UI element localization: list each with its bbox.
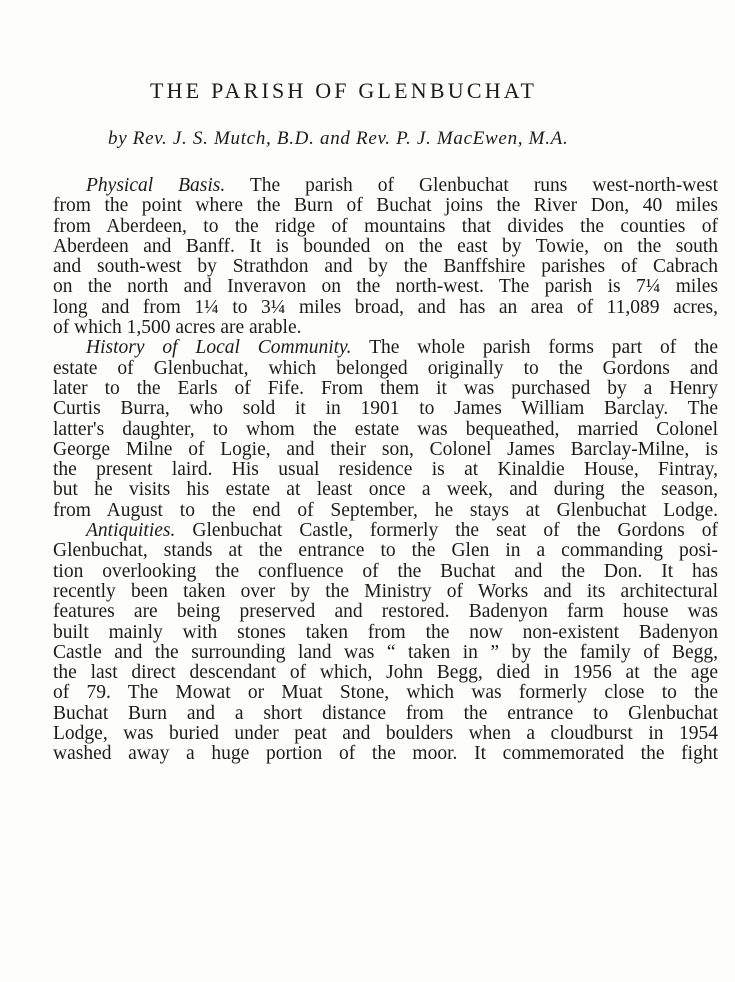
section-heading: Antiquities.	[86, 520, 176, 542]
body-text	[53, 176, 721, 765]
section-heading: Physical Basis.	[86, 175, 226, 196]
paragraph-physical-basis	[53, 176, 721, 338]
text-line: features are being preserved and restored. Badenyon farm house was	[53, 601, 718, 623]
text-line: the last direct descendant of which, John Begg, died in 1956 at the age	[53, 662, 718, 684]
text-line: later to the Earls of Fife. From them it was purchased by a Henry	[53, 377, 718, 399]
text-line: Curtis Burra, who sold it in 1901 to James William Barclay. The	[53, 398, 718, 420]
text-line: Glenbuchat, stands at the entrance to the Glen in a commanding posi-	[53, 540, 718, 562]
text-line: Physical Basis. The parish of Glenbuchat runs west-north-west	[86, 175, 718, 196]
text-line: Castle and the surrounding land was “ taken in ” by the family of Begg,	[53, 641, 718, 663]
author-byline: by Rev. J. S. Mutch, B.D. and Rev. P. J. MacEwen, M.A.	[108, 128, 569, 149]
text-line: of which 1,500 acres are arable.	[53, 317, 302, 339]
paragraph-history	[53, 338, 721, 521]
page-title: THE PARISH OF GLENBUCHAT	[150, 78, 538, 103]
text-line: washed away a huge portion of the moor. It commemorated the fight	[53, 743, 718, 765]
text-line: the present laird. His usual residence is at Kinaldie House, Fintray,	[53, 459, 718, 481]
text-line: but he visits his estate at least once a week, and during the season,	[53, 479, 718, 501]
paragraph-antiquities	[53, 521, 721, 765]
text-line: George Milne of Logie, and their son, Colonel James Barclay-Milne, is	[53, 438, 718, 460]
text-line: Antiquities. Glenbuchat Castle, formerly the seat of the Gordons of	[86, 520, 718, 542]
text-line: built mainly with stones taken from the now non-existent Badenyon	[53, 621, 718, 643]
text-line: on the north and Inveravon on the north-west. The parish is 7¼ miles	[53, 276, 718, 298]
section-heading: History of Local Community.	[86, 337, 352, 359]
text-line: recently been taken over by the Ministry of Works and its architectural	[53, 580, 718, 602]
text-line: and south-west by Strathdon and by the Banffshire parishes of Cabrach	[53, 256, 718, 278]
text-line: Lodge, was buried under peat and boulders when a cloudburst in 1954	[53, 723, 718, 745]
text-line: from the point where the Burn of Buchat joins the River Don, 40 miles	[53, 195, 718, 217]
text-line: Aberdeen and Banff. It is bounded on the east by Towie, on the south	[53, 235, 718, 257]
text-line: estate of Glenbuchat, which belonged originally to the Gordons and	[53, 357, 718, 379]
text-line: from August to the end of September, he stays at Glenbuchat Lodge.	[53, 499, 718, 521]
text-line: latter's daughter, to whom the estate was bequeathed, married Colonel	[53, 418, 718, 440]
text-line: of 79. The Mowat or Muat Stone, which was formerly close to the	[53, 682, 718, 704]
text-line: History of Local Community. The whole parish forms part of the	[86, 337, 718, 359]
text-line: from Aberdeen, to the ridge of mountains that divides the counties of	[53, 215, 718, 237]
text-line: Buchat Burn and a short distance from the entrance to Glenbuchat	[53, 702, 718, 724]
text-line: tion overlooking the confluence of the Buchat and the Don. It has	[53, 560, 718, 582]
text-line: long and from 1¼ to 3¼ miles broad, and has an area of 11,089 acres,	[53, 296, 718, 318]
